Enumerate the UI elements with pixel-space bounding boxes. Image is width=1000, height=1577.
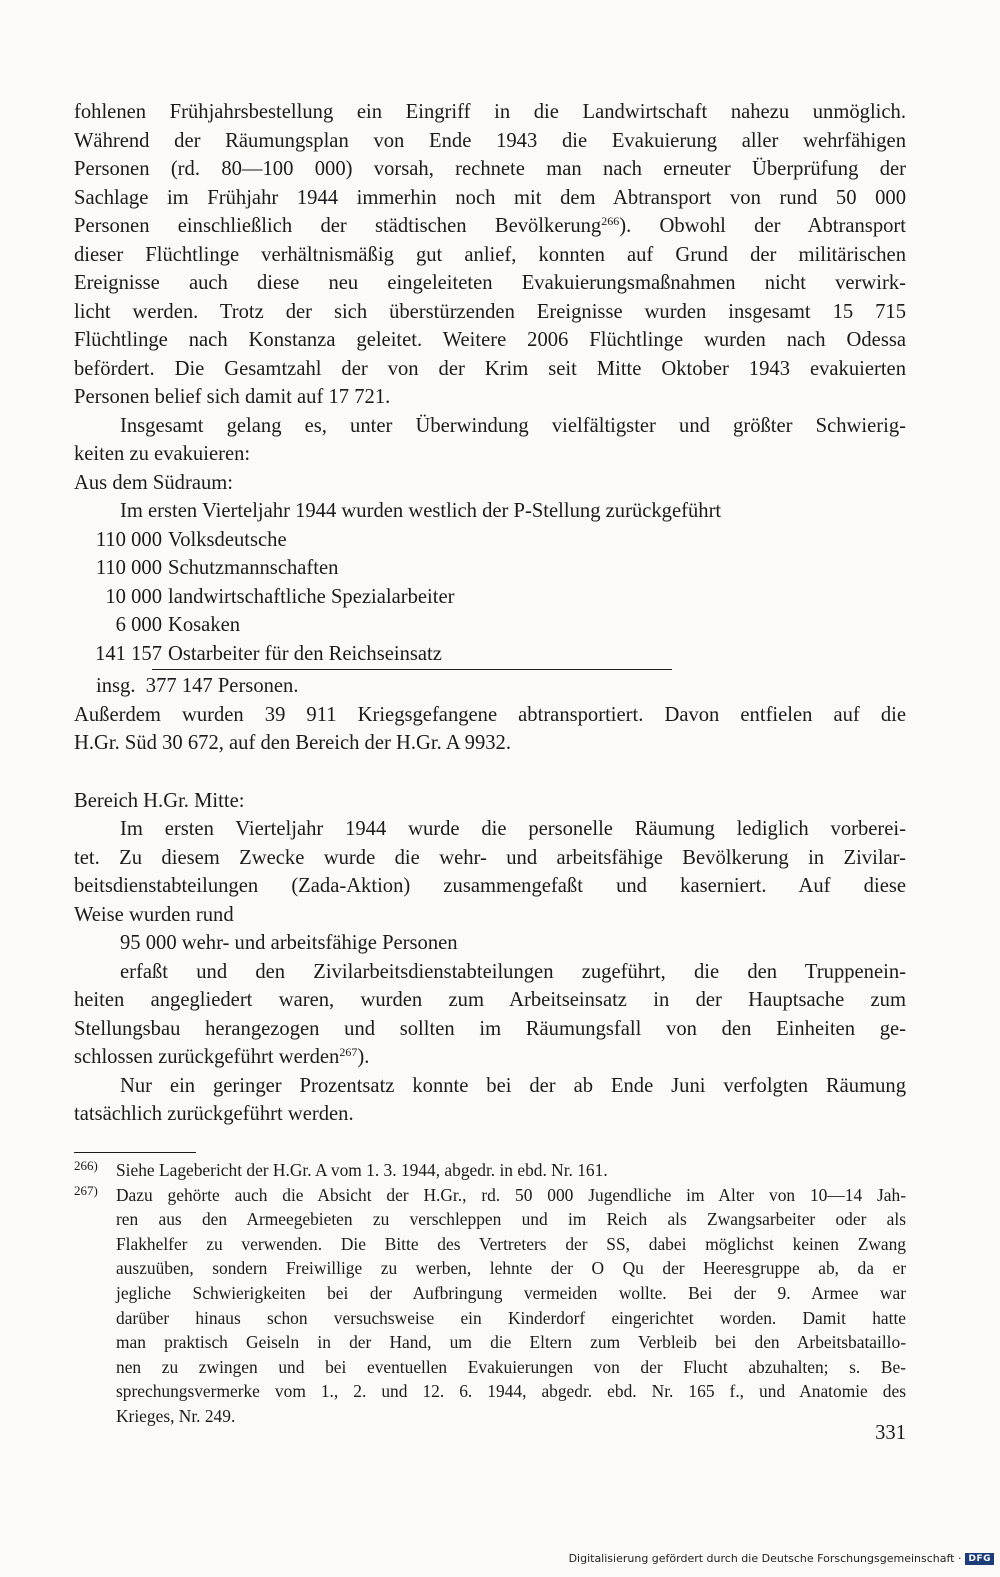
- page-number: 331: [875, 1422, 906, 1444]
- mitte-heading: Bereich H.Gr. Mitte:: [74, 789, 245, 812]
- text-fragment: Personen einschließlich der städtischen Bevölkerung: [74, 215, 602, 237]
- spacer: [74, 758, 906, 787]
- footnote-text: [116, 1158, 906, 1183]
- list-number: 110 000: [95, 528, 162, 551]
- footnote-line: ren aus den Armeegebieten zu verschleppen und im Reich als Zwangsarbeiter oder als: [116, 1209, 906, 1230]
- dfg-logo: DFG: [965, 1553, 994, 1565]
- list-label: Schutzmannschaften: [168, 557, 339, 579]
- text-line: [74, 1043, 906, 1072]
- text-line: tet. Zu diesem Zwecke wurde die wehr- und arbeitsfähige Bevölkerung in Zivilar-: [74, 846, 906, 869]
- text-line: Ereignisse auch diese neu eingeleiteten Evakuierungsmaßnahmen nicht verwirk-: [74, 272, 906, 294]
- text-line: Stellungsbau herangezogen und sollten im Räumungsfall von den Einheiten ge-: [74, 1017, 906, 1040]
- footnote-line: nen zu zwingen und bei eventuellen Evakuierungen von der Flucht abzuhalten; s. Be-: [116, 1356, 906, 1377]
- mitte-paragraph: [74, 815, 906, 929]
- text-line: Weise wurden rund: [74, 903, 234, 926]
- digitization-credit: [569, 1552, 994, 1565]
- text-line: fohlenen Frühjahrsbestellung ein Eingriff in die Landwirtschaft nahezu unmöglich.: [74, 101, 906, 123]
- mitte-continuation: [74, 958, 906, 1072]
- list-item: [74, 611, 906, 640]
- list-label: landwirtschaftliche Spezialarbeiter: [168, 585, 455, 608]
- text-line: Während der Räumungsplan von Ende 1943 die Evakuierung aller wehrfähigen: [74, 129, 906, 152]
- footnote-line: Dazu gehörte auch die Absicht der H.Gr., rd. 50 000 Jugendliche im Alter von 10—14 Jah-: [116, 1184, 906, 1205]
- text-line: Flüchtlinge nach Konstanza geleitet. Weitere 2006 Flüchtlinge wurden nach Odessa: [74, 329, 906, 351]
- footnote-267: [74, 1183, 906, 1429]
- list-number: 110 000: [95, 557, 162, 579]
- text-line: Außerdem wurden 39 911 Kriegsgefangene abtransportiert. Davon entfielen auf die: [74, 703, 906, 726]
- footnote-line: Flakhelfer zu verwenden. Die Bitte des Vertreters der SS, dabei möglichst keinen Zwang: [116, 1233, 906, 1254]
- footnote-line: Siehe Lagebericht der H.Gr. A vom 1. 3. 1944, abgedr. in ebd. Nr. 161.: [116, 1160, 608, 1180]
- footnote-ref: 267: [339, 1045, 358, 1059]
- list-label: Ostarbeiter für den Reichseinsatz: [168, 642, 442, 665]
- footnote-line: Krieges, Nr. 249.: [116, 1405, 236, 1426]
- text-line: dieser Flüchtlinge verhältnismäßig gut anlief, konnten auf Grund der militärischen: [74, 243, 906, 266]
- footnote-266: [74, 1158, 906, 1183]
- text-line: heiten angegliedert waren, wurden zum Arbeitseinsatz in der Hauptsache zum: [74, 989, 906, 1011]
- paragraph-2: [74, 412, 906, 469]
- footnote-ref: 266: [601, 214, 620, 228]
- footnote-rule: [74, 1152, 196, 1153]
- text-line: keiten zu evakuieren:: [74, 443, 251, 465]
- list-item: [74, 640, 906, 669]
- text-fragment: ). Obwohl der Abtransport: [619, 215, 906, 237]
- list-label: Volksdeutsche: [168, 528, 287, 551]
- text-line: H.Gr. Süd 30 672, auf den Bereich der H.Gr. A 9932.: [74, 732, 511, 754]
- list-item: [74, 526, 906, 555]
- text-line: tatsächlich zurückgeführt werden.: [74, 1103, 354, 1125]
- list-number: 10 000: [105, 585, 162, 608]
- footnote-line: jegliche Schwierigkeiten bei der Aufbringung vermeiden wollte. Bei der 9. Armee war: [116, 1282, 906, 1303]
- suedraum-heading: Aus dem Südraum:: [74, 471, 234, 494]
- main-text: [74, 98, 906, 1129]
- total-line: insg. 377 147 Personen.: [96, 675, 299, 697]
- pow-paragraph: [74, 701, 906, 758]
- list-item: [74, 554, 906, 583]
- paragraph-1: [74, 98, 906, 412]
- list-number: 6 000: [115, 614, 162, 636]
- footnote-mark: 267): [74, 1182, 98, 1198]
- sum-rule: [152, 669, 672, 670]
- text-line: Insgesamt gelang es, unter Überwindung vielfältigster und größter Schwierig-: [120, 414, 906, 437]
- text-line: licht werden. Trotz der sich überstürzenden Ereignisse wurden insgesamt 15 715: [74, 300, 906, 323]
- text-fragment: schlossen zurückgeführt werden: [74, 1046, 340, 1068]
- footnote-line: man praktisch Geiseln in der Hand, um die Eltern zum Verbleib bei den Arbeitsbataillo-: [116, 1332, 906, 1353]
- footnote-line: darüber hinaus schon versuchsweise ein Kinderdorf eingerichtet worden. Damit hatte: [116, 1307, 906, 1328]
- suedraum-list: [74, 526, 906, 669]
- text-line: befördert. Die Gesamtzahl der von der Krim seit Mitte Oktober 1943 evakuierten: [74, 357, 906, 380]
- text-line: [74, 212, 906, 241]
- list-item: [74, 583, 906, 612]
- text-line: Im ersten Vierteljahr 1944 wurde die personelle Räumung lediglich vorberei-: [120, 818, 906, 840]
- footnote-line: sprechungsvermerke vom 1., 2. und 12. 6. 1944, abgedr. ebd. Nr. 165 f., und Anatomie des: [116, 1381, 906, 1402]
- final-paragraph: [74, 1072, 906, 1129]
- footnote-line: auszuüben, sondern Freiwillige zu werben, lehnte der O Qu der Heeresgruppe ab, da er: [116, 1258, 906, 1279]
- footnotes: [74, 1152, 906, 1429]
- text-line: erfaßt und den Zivilarbeitsdienstabteilungen zugeführt, die den Truppenein-: [120, 960, 906, 983]
- text-line: Nur ein geringer Prozentsatz konnte bei der ab Ende Juni verfolgten Räumung: [120, 1074, 906, 1097]
- list-label: Kosaken: [168, 614, 241, 636]
- suedraum-intro: Im ersten Vierteljahr 1944 wurden westlich der P-Stellung zurückgeführt: [120, 500, 722, 522]
- text-line: Sachlage im Frühjahr 1944 immerhin noch mit dem Abtransport von rund 50 000: [74, 186, 906, 209]
- text-line: Personen (rd. 80—100 000) vorsah, rechnete man nach erneuter Überprüfung der: [74, 158, 906, 180]
- text-line: beitsdienstabteilungen (Zada-Aktion) zusammengefaßt und kaserniert. Auf diese: [74, 875, 906, 897]
- text-fragment: ).: [357, 1046, 370, 1068]
- mitte-figure: 95 000 wehr- und arbeitsfähige Personen: [120, 932, 458, 954]
- footnote-mark: 266): [74, 1158, 98, 1173]
- footnote-text: [116, 1183, 906, 1429]
- list-number: 141 157: [95, 642, 162, 665]
- digitization-note: Digitalisierung gefördert durch die Deutsche Forschungsgemeinschaft ·: [568, 1552, 962, 1565]
- text-line: Personen belief sich damit auf 17 721.: [74, 386, 391, 408]
